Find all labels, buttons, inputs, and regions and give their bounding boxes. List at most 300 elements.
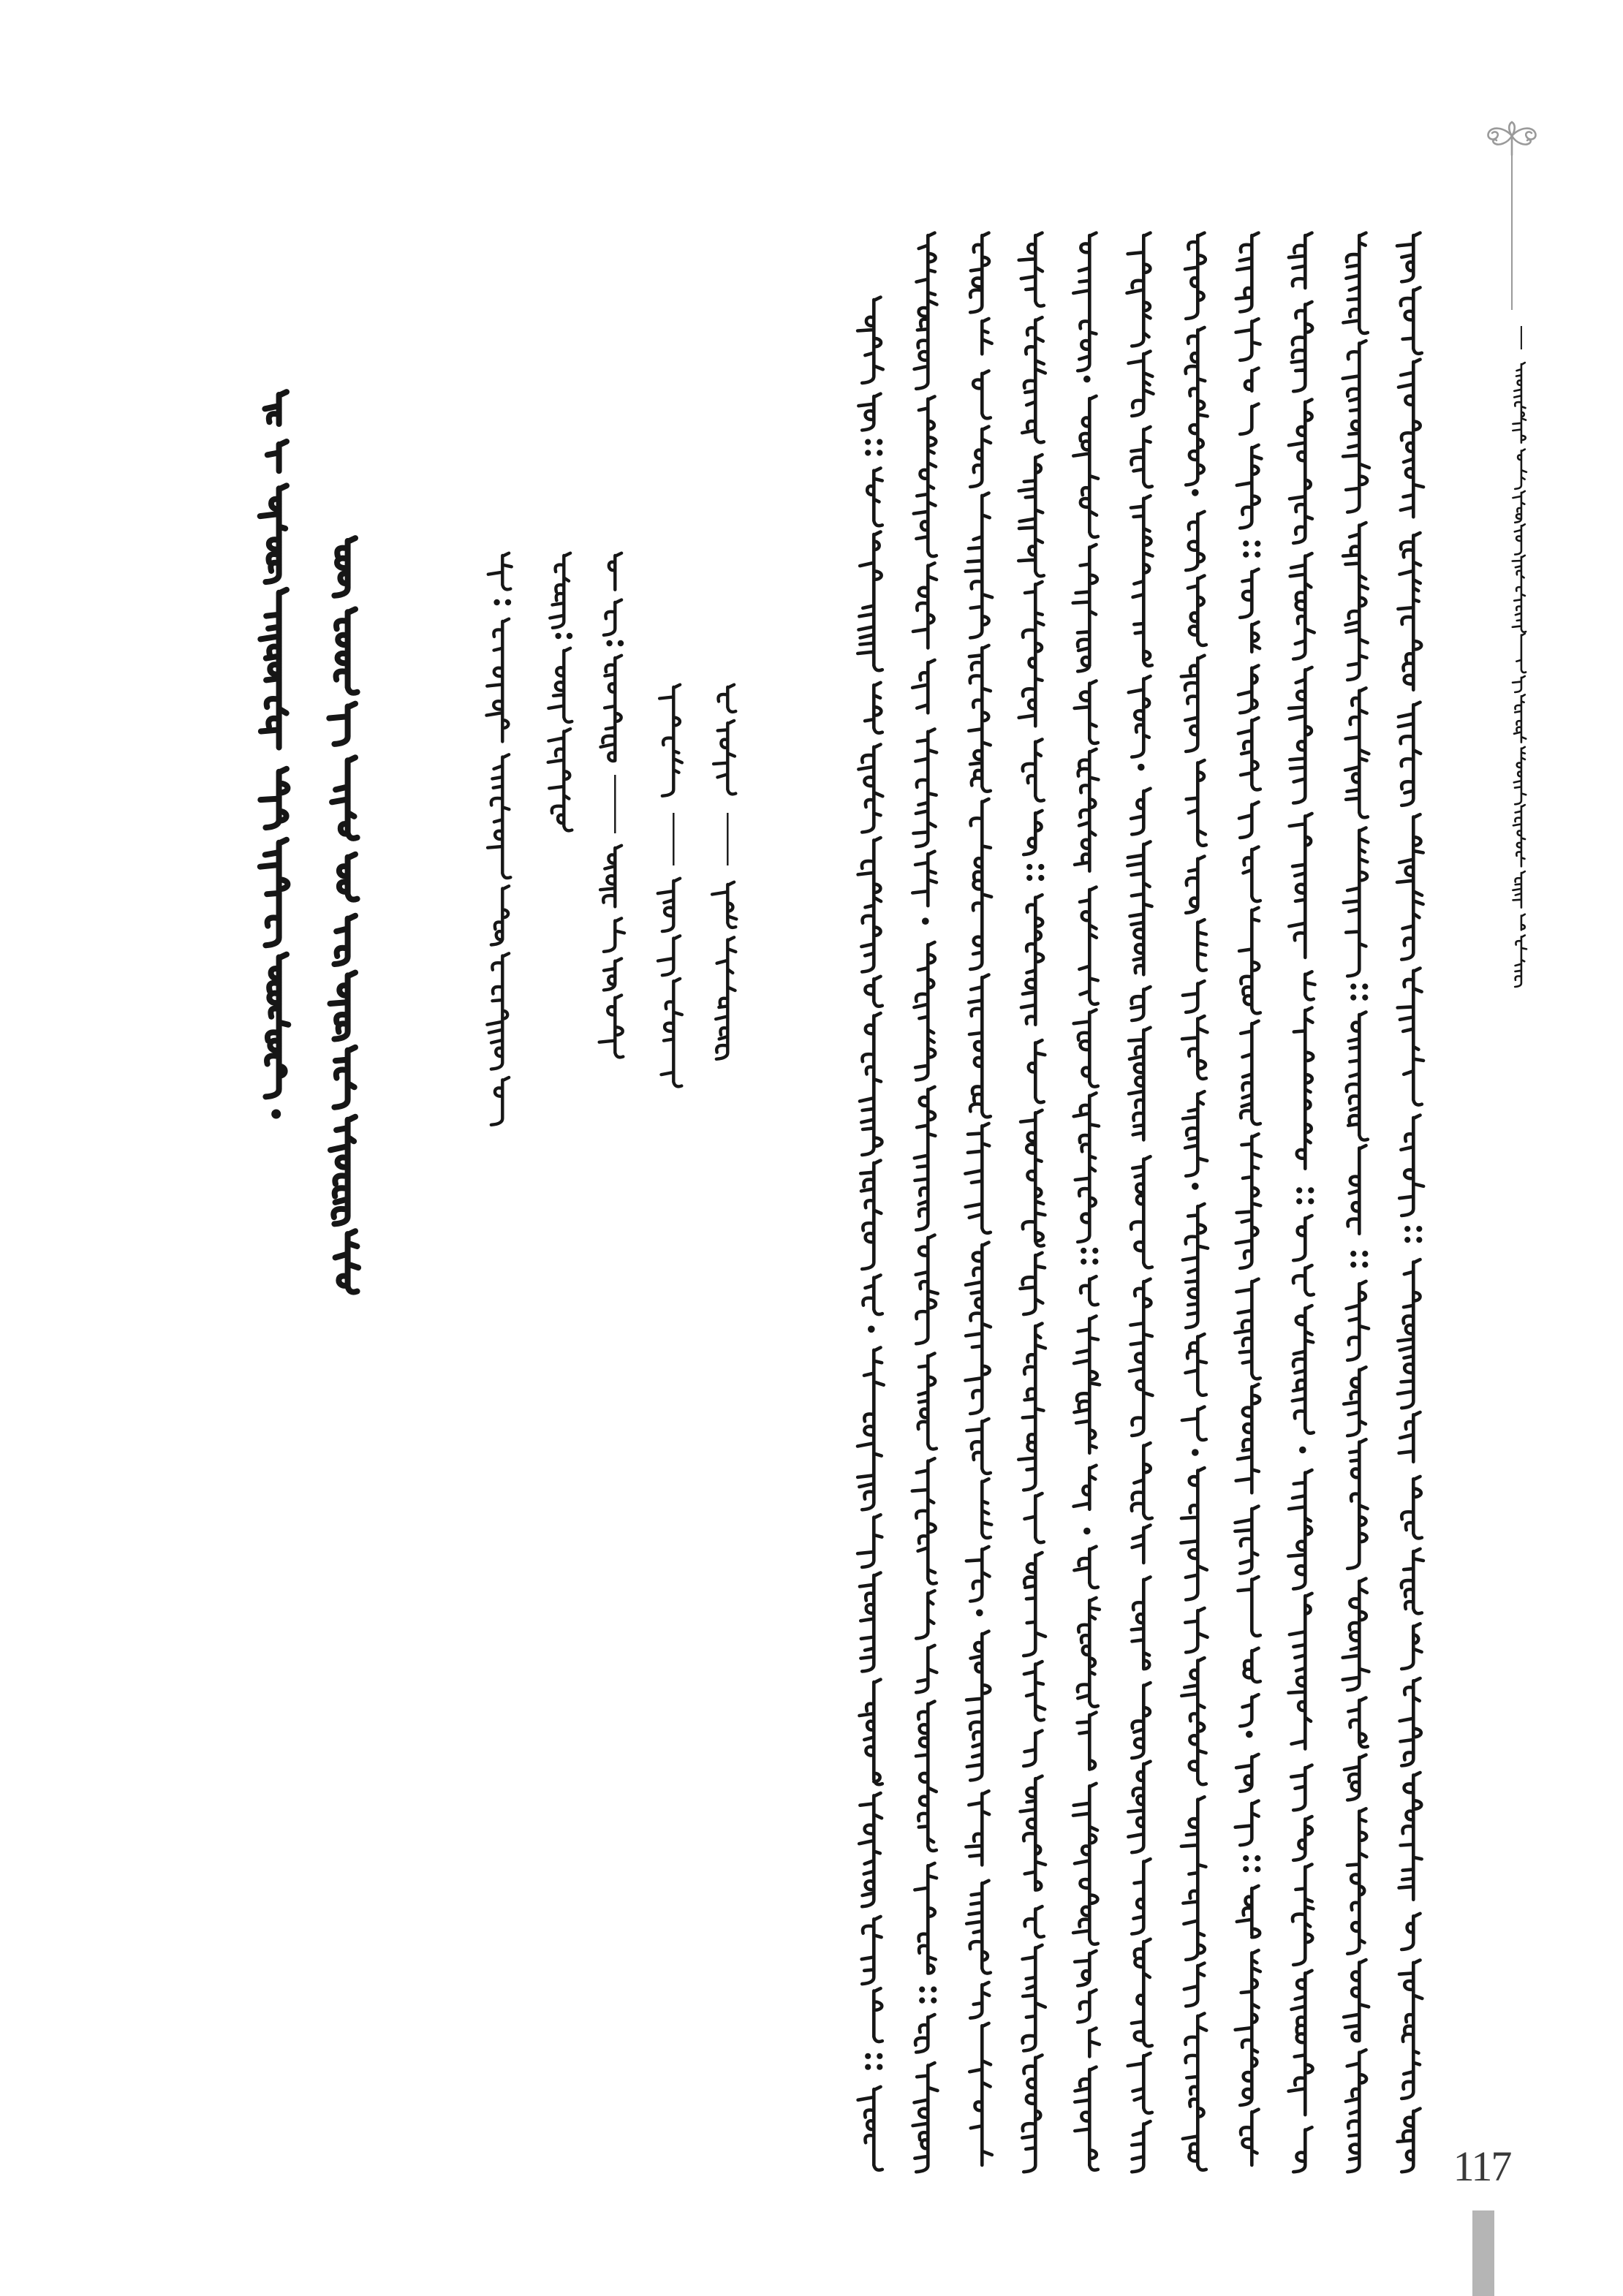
body-text-column — [958, 221, 1005, 2187]
script-word — [1292, 302, 1312, 391]
script-word — [1289, 1470, 1312, 1589]
script-word — [1188, 576, 1206, 645]
script-word — [609, 553, 621, 590]
stop-dot — [1243, 1866, 1249, 1872]
script-word — [982, 1479, 991, 1538]
script-word — [1131, 1156, 1152, 1268]
script-word — [1183, 1204, 1208, 1327]
stop-dot — [1416, 1226, 1422, 1232]
script-word — [548, 729, 572, 830]
script-word — [1514, 694, 1526, 742]
script-word — [914, 396, 937, 556]
script-word — [1515, 936, 1526, 988]
stop-dot — [877, 2053, 882, 2059]
script-word — [1399, 1115, 1423, 1216]
colon-dot — [606, 640, 612, 646]
script-word — [859, 1793, 882, 1906]
script-word — [265, 955, 288, 1097]
script-word — [260, 840, 288, 945]
script-word — [1081, 1276, 1098, 1305]
body-text-column — [1065, 221, 1112, 2187]
script-word — [916, 1645, 937, 1692]
title-block — [241, 373, 387, 1316]
script-word — [912, 852, 937, 906]
script-word — [1181, 1658, 1206, 1784]
script-word — [1236, 445, 1261, 528]
full-stop-mark — [919, 1987, 937, 2004]
full-stop-mark — [1243, 541, 1260, 558]
body-text-column — [1119, 221, 1166, 2187]
script-word — [1397, 814, 1423, 959]
script-word — [970, 799, 991, 969]
script-word — [858, 838, 881, 972]
script-word — [658, 879, 680, 931]
script-word — [865, 977, 882, 1007]
script-word — [599, 996, 624, 1058]
stop-dot — [1350, 1251, 1356, 1257]
script-word — [1236, 1754, 1258, 1792]
body-text — [833, 212, 1455, 2200]
stop-dot — [865, 2064, 871, 2070]
stop-dot — [1296, 1198, 1302, 1204]
script-word — [1513, 676, 1525, 692]
script-word — [1516, 634, 1526, 672]
script-word — [1235, 1279, 1260, 1379]
script-word — [969, 645, 991, 792]
body-text-column — [1335, 221, 1382, 2187]
script-word — [550, 553, 570, 628]
stop-dot — [1296, 1187, 1302, 1193]
stop-dot — [1243, 541, 1249, 547]
script-word — [915, 2015, 934, 2053]
script-word — [1344, 1755, 1366, 1800]
script-word — [858, 394, 880, 431]
script-word — [1075, 749, 1098, 871]
script-word — [969, 975, 991, 1118]
script-word — [1131, 427, 1151, 487]
script-word — [330, 973, 356, 1039]
script-word — [1343, 341, 1369, 512]
script-word — [916, 1591, 934, 1638]
script-word — [970, 233, 989, 313]
script-word — [1514, 747, 1526, 804]
script-word — [714, 721, 735, 795]
script-word — [915, 1235, 937, 1344]
script-word — [1185, 327, 1207, 485]
credit-line — [540, 541, 586, 848]
script-word — [1289, 233, 1312, 288]
script-word — [1401, 1477, 1422, 1539]
script-word — [1343, 1579, 1369, 1691]
script-word — [1513, 805, 1525, 866]
script-word — [1132, 1939, 1152, 2046]
script-word — [1127, 233, 1151, 346]
script-word — [1344, 1367, 1366, 1436]
script-word — [858, 2087, 882, 2170]
script-word — [858, 744, 882, 832]
script-word — [1182, 1016, 1207, 1079]
script-word — [659, 685, 682, 796]
script-word — [1399, 360, 1423, 518]
script-word — [973, 371, 991, 418]
script-word — [966, 1632, 990, 1781]
full-stop-mark — [865, 439, 882, 456]
script-word — [1019, 582, 1044, 726]
script-word — [1240, 1694, 1258, 1726]
script-word — [1252, 622, 1260, 652]
stop-dot — [1255, 1855, 1260, 1861]
stop-dot — [1081, 1248, 1086, 1254]
script-word — [1289, 667, 1312, 803]
colon-mark — [606, 640, 624, 646]
script-word — [1131, 987, 1150, 1020]
script-word — [1021, 895, 1043, 1025]
comma-mark — [1192, 489, 1199, 496]
stop-dot — [1092, 1248, 1098, 1254]
script-word — [334, 538, 355, 596]
colon-dot — [555, 633, 561, 639]
script-word — [914, 233, 937, 389]
script-word — [268, 442, 287, 471]
script-word — [1292, 1765, 1312, 1811]
ornament-top-loop — [1509, 122, 1515, 136]
script-word — [1294, 1008, 1313, 1169]
script-word — [1236, 1134, 1260, 1268]
script-word — [912, 660, 934, 713]
script-word — [1289, 1971, 1313, 2115]
script-word — [1235, 1950, 1260, 2105]
running-header-text — [1505, 311, 1537, 1005]
script-word — [1241, 2110, 1258, 2165]
script-word — [1074, 1316, 1100, 1452]
script-word — [1236, 233, 1258, 312]
colon-mark — [493, 599, 511, 605]
stop-dot — [1362, 984, 1368, 990]
stop-dot — [865, 439, 871, 445]
script-word — [1074, 1466, 1097, 1509]
stop-dot — [1404, 1226, 1410, 1232]
credits-block — [468, 534, 760, 1148]
script-word — [1238, 718, 1260, 790]
script-word — [1073, 233, 1096, 371]
stop-dot — [1404, 1237, 1410, 1243]
script-word — [1073, 545, 1097, 671]
script-word — [970, 427, 991, 487]
stop-dot — [1243, 552, 1249, 558]
script-word — [1074, 1093, 1099, 1242]
script-word — [332, 757, 357, 838]
script-word — [916, 1702, 937, 1851]
script-word — [1029, 1040, 1045, 1102]
script-word — [1132, 2121, 1150, 2172]
script-word — [1398, 533, 1421, 690]
script-word — [488, 553, 512, 590]
script-word — [1198, 920, 1206, 970]
script-word — [1513, 556, 1526, 632]
full-stop-mark — [1081, 1248, 1098, 1265]
full-stop-mark — [1404, 1226, 1422, 1243]
colon-dot — [567, 633, 572, 639]
script-word — [1398, 969, 1423, 1105]
script-word — [1024, 1662, 1045, 1720]
script-word — [1073, 1784, 1098, 1944]
script-word — [1235, 1507, 1258, 1574]
script-word — [1019, 233, 1044, 306]
script-word — [965, 1243, 990, 1414]
script-word — [1401, 1624, 1421, 1669]
script-word — [1181, 656, 1205, 751]
script-word — [1401, 1914, 1420, 1950]
script-word — [1183, 1091, 1207, 1176]
script-word — [719, 685, 736, 712]
script-word — [1186, 856, 1204, 912]
script-word — [1399, 702, 1420, 806]
script-word — [1238, 665, 1259, 713]
stop-dot — [1026, 864, 1032, 870]
stop-dot — [1255, 552, 1260, 558]
credit-line — [478, 541, 525, 1140]
script-word — [1290, 553, 1314, 659]
script-word — [1241, 1021, 1260, 1124]
script-word — [1128, 1762, 1150, 1853]
script-word — [1399, 1773, 1422, 1900]
script-word — [658, 936, 680, 975]
script-word — [548, 648, 572, 722]
comma-mark — [1246, 1731, 1253, 1738]
script-word — [1129, 676, 1151, 757]
stop-dot — [877, 450, 882, 455]
script-word — [865, 683, 882, 733]
stop-dot — [1081, 1259, 1086, 1265]
script-word — [1515, 450, 1526, 489]
body-text-column — [850, 285, 896, 2187]
script-word — [1521, 914, 1525, 930]
credit-line — [591, 541, 638, 1075]
script-word — [488, 754, 510, 878]
script-word — [712, 882, 736, 928]
script-word — [1184, 1963, 1205, 2007]
script-word — [1293, 1265, 1314, 1295]
script-word — [1293, 1865, 1313, 1965]
script-word — [1240, 404, 1258, 434]
script-word — [1131, 789, 1150, 835]
script-word — [1399, 1960, 1422, 2099]
script-word — [1019, 1324, 1046, 1490]
body-text-column — [1227, 221, 1274, 2187]
script-word — [1025, 1493, 1044, 1542]
ornament-left-curl — [1488, 129, 1512, 140]
script-word — [966, 1881, 991, 1974]
stop-dot — [1362, 1262, 1368, 1268]
comma-mark — [868, 1326, 875, 1333]
script-word — [1289, 1594, 1312, 1749]
script-word — [1075, 2067, 1098, 2170]
script-word — [1075, 681, 1098, 743]
script-word — [1294, 1816, 1313, 1860]
script-word — [1238, 1577, 1260, 1636]
script-word — [1400, 1678, 1421, 1766]
script-word — [918, 1353, 937, 1449]
script-word — [1347, 1808, 1366, 1953]
script-word — [982, 319, 991, 354]
script-word — [600, 846, 621, 907]
script-word — [913, 563, 937, 648]
script-word — [867, 468, 882, 526]
comma-mark — [1299, 1447, 1306, 1454]
script-word — [1344, 233, 1368, 333]
script-word — [862, 1917, 882, 1984]
script-word — [1021, 1253, 1045, 1314]
script-word — [1345, 688, 1369, 817]
script-word — [1343, 523, 1368, 680]
script-word — [1290, 814, 1312, 958]
comma-mark — [1083, 376, 1091, 383]
comma-mark — [1192, 1183, 1199, 1190]
body-text-column — [1011, 221, 1058, 2187]
full-stop-mark — [1350, 984, 1368, 1001]
script-word — [1346, 2050, 1366, 2172]
running-header — [1469, 110, 1565, 1009]
body-text-column — [904, 221, 950, 2187]
script-word — [915, 1863, 937, 1974]
script-word — [1021, 1776, 1045, 1890]
stop-dot — [1039, 875, 1045, 881]
script-word — [1089, 2028, 1100, 2057]
body-text-column — [1281, 221, 1328, 2187]
script-word — [1183, 2013, 1206, 2170]
script-word — [1023, 2055, 1043, 2172]
script-word — [1078, 1713, 1097, 1770]
script-word — [1344, 827, 1368, 976]
script-word — [1131, 496, 1153, 666]
script-word — [860, 1161, 881, 1270]
colon-dot — [618, 640, 624, 646]
script-word — [601, 656, 622, 761]
script-word — [913, 729, 937, 846]
script-word — [1128, 2053, 1152, 2113]
stop-dot — [865, 450, 871, 455]
colon-mark — [555, 633, 572, 639]
stop-dot — [1255, 541, 1260, 547]
script-word — [966, 1419, 990, 1474]
script-word — [1075, 1951, 1096, 1986]
comma-mark — [976, 1610, 983, 1617]
script-word — [1024, 1731, 1043, 1766]
script-word — [1025, 1906, 1044, 1937]
script-word — [1348, 1145, 1366, 1234]
script-word — [1073, 396, 1098, 537]
script-word — [1021, 1110, 1045, 1246]
full-stop-mark — [865, 2053, 882, 2070]
script-word — [1397, 233, 1420, 282]
header-rule — [1511, 155, 1513, 310]
script-word — [1398, 2109, 1420, 2172]
script-word — [604, 918, 624, 952]
page-edge-tab — [1472, 2210, 1494, 2296]
script-word — [912, 1458, 937, 1583]
script-word — [1132, 1443, 1152, 1519]
script-word — [1019, 455, 1045, 576]
stop-dot — [1350, 1262, 1356, 1268]
full-stop-mark — [1296, 1187, 1314, 1204]
script-word — [860, 1013, 882, 1155]
credit-line — [703, 672, 750, 1075]
stop-dot — [919, 1987, 925, 1993]
script-word — [1243, 847, 1260, 901]
script-word — [966, 1547, 989, 1602]
script-word — [1132, 1859, 1150, 1933]
script-word — [1347, 1439, 1367, 1569]
script-word — [858, 1347, 884, 1509]
script-word — [1244, 1648, 1260, 1682]
script-word — [1075, 1547, 1098, 1588]
script-word — [1236, 1886, 1259, 1937]
colon-dot — [493, 599, 499, 605]
script-word — [966, 1791, 989, 1865]
script-word — [874, 1988, 882, 2042]
script-word — [1130, 1279, 1153, 1436]
script-word — [914, 942, 935, 1080]
body-text-column — [1389, 221, 1436, 2187]
script-word — [604, 958, 621, 990]
comma-mark — [271, 1110, 281, 1119]
script-word — [260, 590, 287, 748]
script-word — [1239, 908, 1260, 1014]
credit-line — [649, 672, 696, 1104]
script-word — [969, 2023, 992, 2165]
script-word — [860, 1680, 882, 1785]
script-word — [1515, 524, 1525, 554]
script-word — [339, 855, 357, 900]
script-word — [1181, 1797, 1206, 1960]
script-word — [716, 937, 735, 1059]
script-word — [915, 1087, 936, 1230]
script-word — [1132, 1525, 1151, 1563]
script-word — [336, 1231, 359, 1292]
script-word — [1289, 400, 1312, 543]
script-word — [1132, 1577, 1151, 1669]
stop-dot — [1416, 1237, 1422, 1243]
script-word — [965, 1124, 990, 1233]
script-word — [1185, 233, 1206, 319]
script-word — [662, 979, 682, 1087]
script-word — [858, 532, 882, 671]
script-word — [1401, 1549, 1423, 1613]
script-word — [1398, 1259, 1420, 1408]
stop-dot — [1350, 995, 1356, 1001]
script-word — [1186, 760, 1206, 846]
script-word — [1399, 1412, 1420, 1462]
stop-dot — [865, 2053, 871, 2059]
script-word — [1129, 1028, 1151, 1140]
script-word — [1078, 1990, 1096, 2022]
comma-mark — [1083, 1528, 1091, 1535]
script-word — [329, 704, 355, 744]
stop-dot — [1350, 984, 1356, 990]
stop-dot — [1026, 875, 1032, 881]
script-word — [1129, 352, 1154, 416]
comma-mark — [922, 917, 929, 925]
script-word — [330, 1117, 355, 1224]
script-word — [1024, 811, 1043, 855]
script-word — [1024, 1553, 1046, 1656]
body-text-column — [1173, 221, 1220, 2187]
stop-dot — [931, 1998, 937, 2004]
script-word — [1348, 1698, 1368, 1748]
script-word — [1074, 1009, 1098, 1086]
script-word — [1235, 1801, 1258, 1846]
script-word — [1245, 368, 1259, 391]
